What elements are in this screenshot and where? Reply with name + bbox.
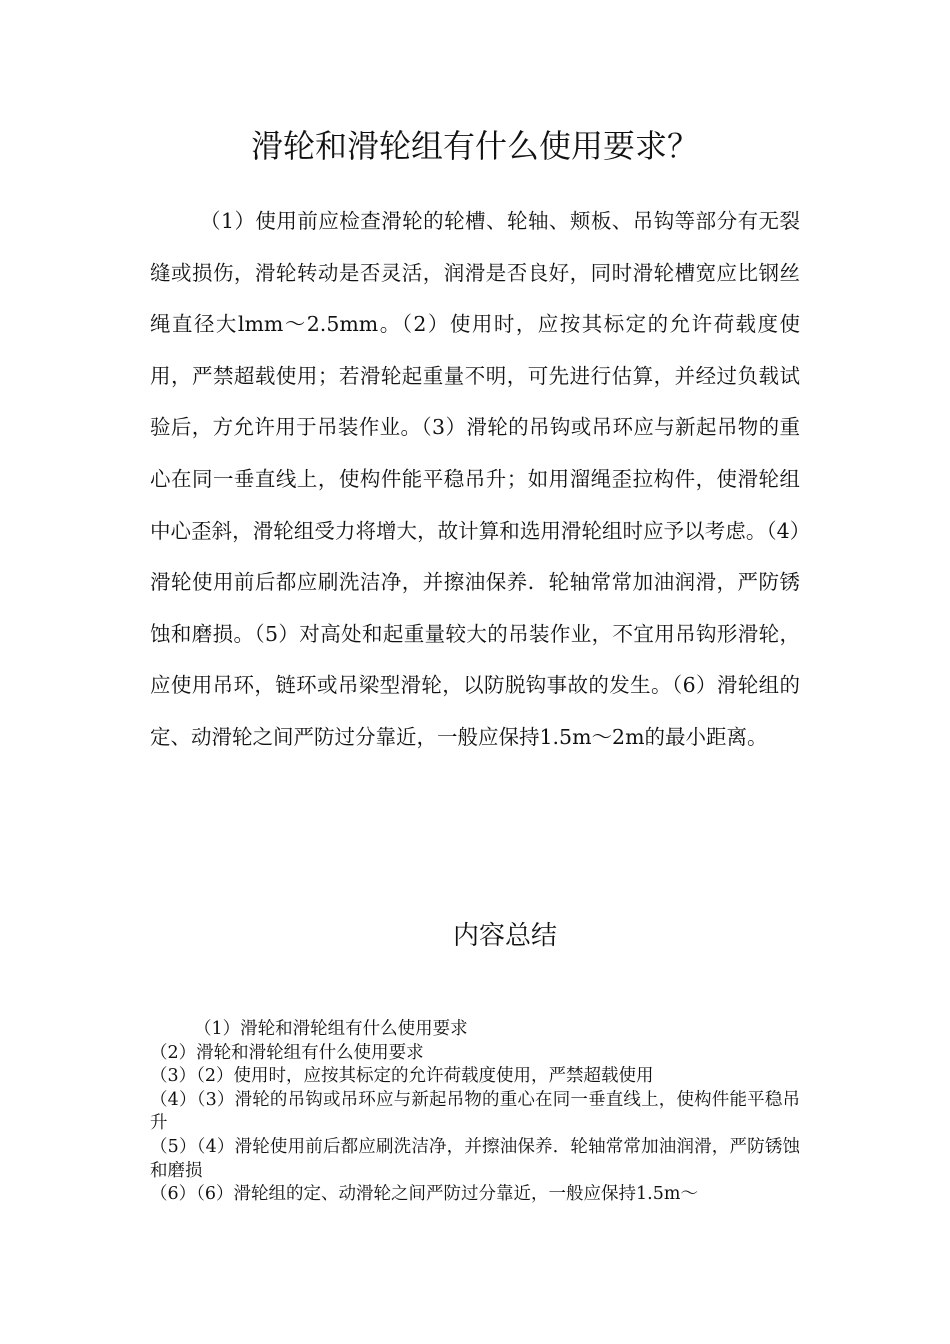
summary-item: （4）（3）滑轮的吊钩或吊环应与新起吊物的重心在同一垂直线上，使构件能平稳吊升	[150, 1089, 800, 1134]
summary-list	[150, 1018, 800, 1207]
summary-item: （5）（4）滑轮使用前后都应刷洗洁净，并擦油保养．轮轴常常加油润滑，严防锈蚀和磨损	[150, 1136, 800, 1181]
body-paragraph: （1）使用前应检查滑轮的轮槽、轮轴、颊板、吊钩等部分有无裂缝或损伤，滑轮转动是否灵活，润滑是否良好，同时滑轮槽宽应比钢丝绳直径大lmm～2.5mm。（2）使用时，应按其标定的允许荷载度使用，严禁超载使用；若滑轮起重量不明，可先进行估算，并经过负载试验后，方允许用于吊装作业。（3）滑轮的吊钩或吊环应与新起吊物的重心在同一垂直线上，使构件能平稳吊升；如用溜绳歪拉构件，使滑轮组中心歪斜，滑轮组受力将增大，故计算和选用滑轮组时应予以考虑。（4）滑轮使用前后都应刷洗洁净，并擦油保养．轮轴常常加油润滑，严防锈蚀和磨损。（5）对高处和起重量较大的吊装作业，不宜用吊钩形滑轮，应使用吊环，链环或吊梁型滑轮，以防脱钩事故的发生。（6）滑轮组的定、动滑轮之间严防过分靠近，一般应保持1.5m～2m的最小距离。	[150, 209, 800, 749]
summary-item: （6）（6）滑轮组的定、动滑轮之间严防过分靠近，一般应保持1.5m～	[150, 1184, 698, 1205]
summary-item: （2）滑轮和滑轮组有什么使用要求	[150, 1042, 424, 1063]
document-title: 滑轮和滑轮组有什么使用要求？	[250, 127, 699, 165]
summary-title: 内容总结	[452, 921, 557, 951]
summary-item: （3）（2）使用时，应按其标定的允许荷载度使用，严禁超载使用	[150, 1066, 654, 1087]
summary-item: （1）滑轮和滑轮组有什么使用要求	[194, 1019, 468, 1039]
